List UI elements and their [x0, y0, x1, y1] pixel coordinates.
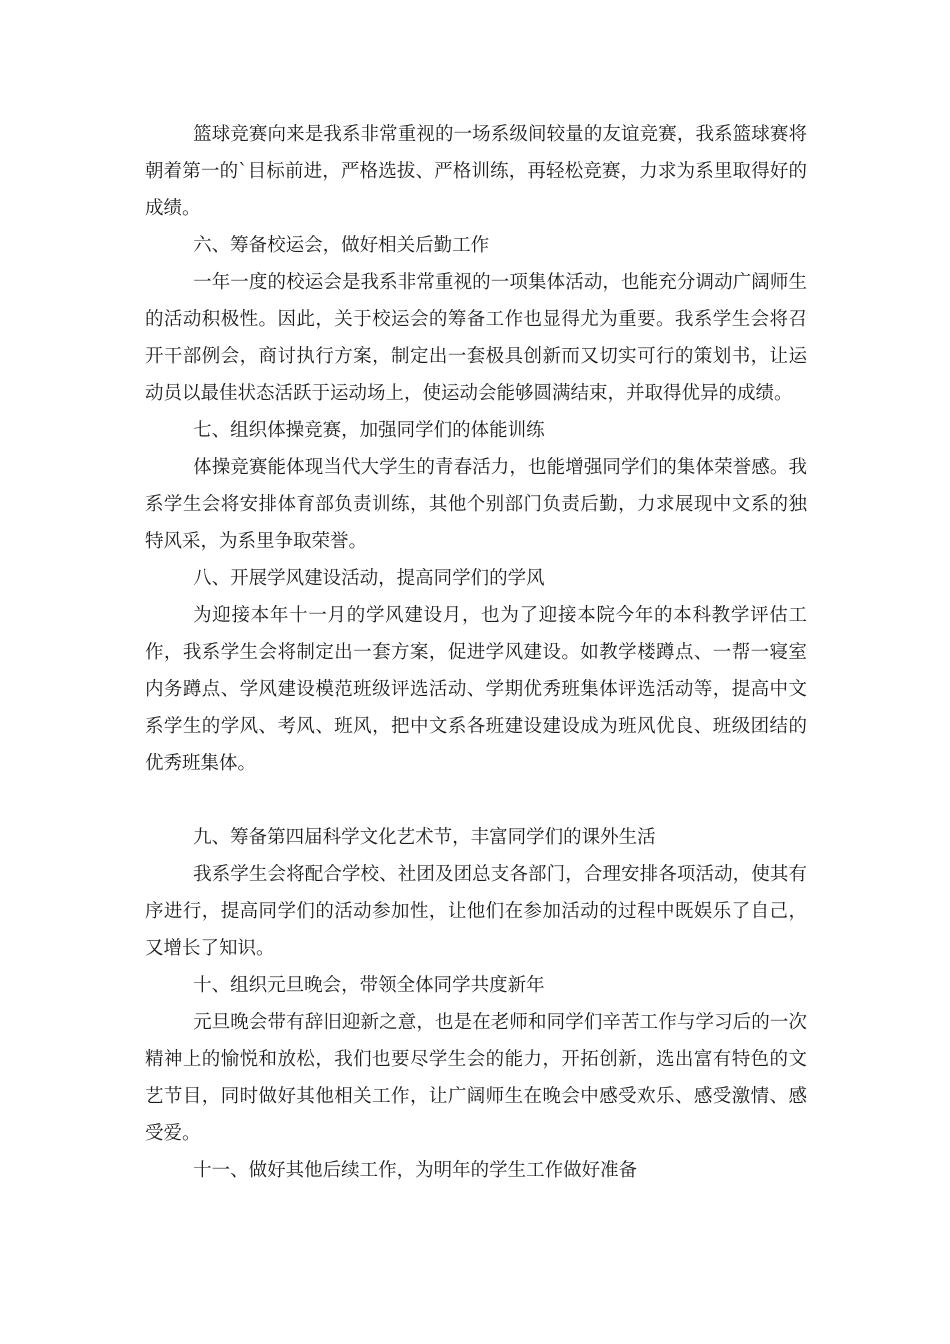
- paragraph-gap: [145, 782, 807, 819]
- section-heading-11: 十一、做好其他后续工作，为明年的学生工作做好准备: [193, 1160, 638, 1181]
- paragraph-art-festival: 我系学生会将配合学校、社团及团总支各部门，合理安排各项活动，使其有序进行，提高同学们的活动参加性，让他们在参加活动的过程中既娱乐了自己，又增长了知识。: [145, 864, 807, 959]
- paragraph-study-style: 为迎接本年十一月的学风建设月，也为了迎接本院今年的本科教学评估工作，我系学生会将制定出一套方案，促进学风建设。如教学楼蹲点、一帮一寝室内务蹲点、学风建设模范班级评选活动、学期优秀班集体评选活动等，提高中文系学生的学风、考风、班风，把中文系各班建设建设成为班风优良、班级团结的优秀班集体。: [145, 605, 807, 774]
- section-heading-10: 十、组织元旦晚会，带领全体同学共度新年: [193, 975, 545, 996]
- section-heading-7: 七、组织体操竞赛，加强同学们的体能训练: [193, 420, 545, 441]
- paragraph-basketball: 篮球竞赛向来是我系非常重视的一场系级间较量的友谊竞赛，我系篮球赛将朝着第一的`目标前进，严格选拔、严格训练，再轻松竞赛，力求为系里取得好的成绩。: [145, 124, 807, 219]
- section-heading-6: 六、筹备校运会，做好相关后勤工作: [193, 235, 490, 256]
- section-heading-8: 八、开展学风建设活动，提高同学们的学风: [193, 568, 545, 589]
- paragraph-sports-meet: 一年一度的校运会是我系非常重视的一项集体活动，也能充分调动广阔师生的活动积极性。因此，关于校运会的筹备工作也显得尤为重要。我系学生会将召开干部例会，商讨执行方案，制定出一套极具创新而又切实可行的策划书，让运动员以最佳状态活跃于运动场上，使运动会能够圆满结束，并取得优异的成绩。: [145, 272, 807, 404]
- paragraph-gymnastics: 体操竞赛能体现当代大学生的青春活力，也能增强同学们的集体荣誉感。我系学生会将安排体育部负责训练，其他个别部门负责后勤，力求展现中文系的独特风采，为系里争取荣誉。: [145, 457, 807, 552]
- section-heading-9: 九、筹备第四届科学文化艺术节，丰富同学们的课外生活: [193, 827, 656, 848]
- document-page: [145, 116, 807, 1189]
- paragraph-new-year-gala: 元旦晚会带有辞旧迎新之意，也是在老师和同学们辛苦工作与学习后的一次精神上的愉悦和放松，我们也要尽学生会的能力，开拓创新，选出富有特色的文艺节目，同时做好其他相关工作，让广阔师生在晚会中感受欢乐、感受激情、感受爱。: [145, 1012, 807, 1144]
